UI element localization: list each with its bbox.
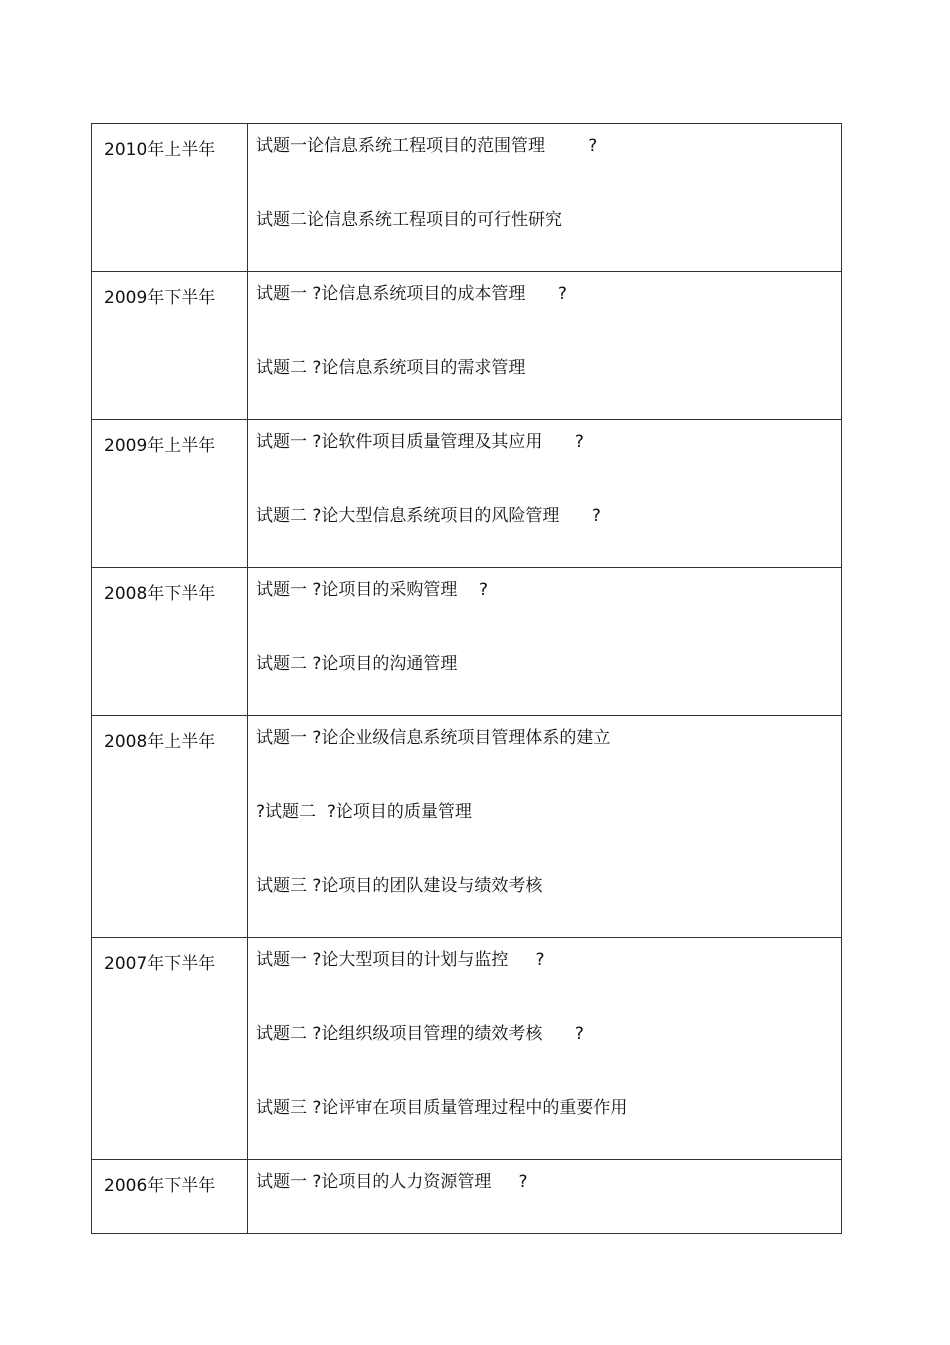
topic-item: 试题二 ?论信息系统项目的需求管理 xyxy=(256,358,526,378)
topics-cell xyxy=(248,272,842,420)
topic-item: 试题一 ?论信息系统项目的成本管理 ? xyxy=(256,284,567,304)
topics-cell xyxy=(248,716,842,938)
topics-cell xyxy=(248,124,842,272)
topics-cell xyxy=(248,1160,842,1234)
table-row xyxy=(92,124,842,272)
table-row xyxy=(92,716,842,938)
table-row xyxy=(92,1160,842,1234)
topics-cell xyxy=(248,568,842,716)
topic-item: 试题三 ?论项目的团队建设与绩效考核 xyxy=(256,876,543,896)
table-row xyxy=(92,420,842,568)
table-row xyxy=(92,568,842,716)
topic-item: 试题三 ?论评审在项目质量管理过程中的重要作用 xyxy=(256,1098,628,1118)
exam-topics-table xyxy=(91,123,842,1234)
year-cell: 2009年上半年 xyxy=(92,420,248,568)
topic-item: 试题二 ?论项目的沟通管理 xyxy=(256,654,458,674)
topic-item: 试题二论信息系统工程项目的可行性研究 xyxy=(256,210,562,230)
year-cell: 2007年下半年 xyxy=(92,938,248,1160)
year-cell: 2008年上半年 xyxy=(92,716,248,938)
topic-item: ?试题二 ?论项目的质量管理 xyxy=(256,802,472,822)
year-cell: 2008年下半年 xyxy=(92,568,248,716)
topic-item: 试题一 ?论软件项目质量管理及其应用 ? xyxy=(256,432,584,452)
table-body xyxy=(92,124,842,1234)
year-cell: 2009年下半年 xyxy=(92,272,248,420)
topic-item: 试题一 ?论项目的采购管理 ? xyxy=(256,580,489,600)
topic-item: 试题二 ?论大型信息系统项目的风险管理 ? xyxy=(256,506,601,526)
table-row xyxy=(92,272,842,420)
topic-item: 试题二 ?论组织级项目管理的绩效考核 ? xyxy=(256,1024,584,1044)
topics-cell xyxy=(248,420,842,568)
topic-item: 试题一 ?论企业级信息系统项目管理体系的建立 xyxy=(256,728,611,748)
year-cell: 2010年上半年 xyxy=(92,124,248,272)
topic-item: 试题一 ?论项目的人力资源管理 ? xyxy=(256,1172,528,1192)
topics-cell xyxy=(248,938,842,1160)
year-cell: 2006年下半年 xyxy=(92,1160,248,1234)
topic-item: 试题一论信息系统工程项目的范围管理 ? xyxy=(256,136,598,156)
table-row xyxy=(92,938,842,1160)
topic-item: 试题一 ?论大型项目的计划与监控 ? xyxy=(256,950,545,970)
